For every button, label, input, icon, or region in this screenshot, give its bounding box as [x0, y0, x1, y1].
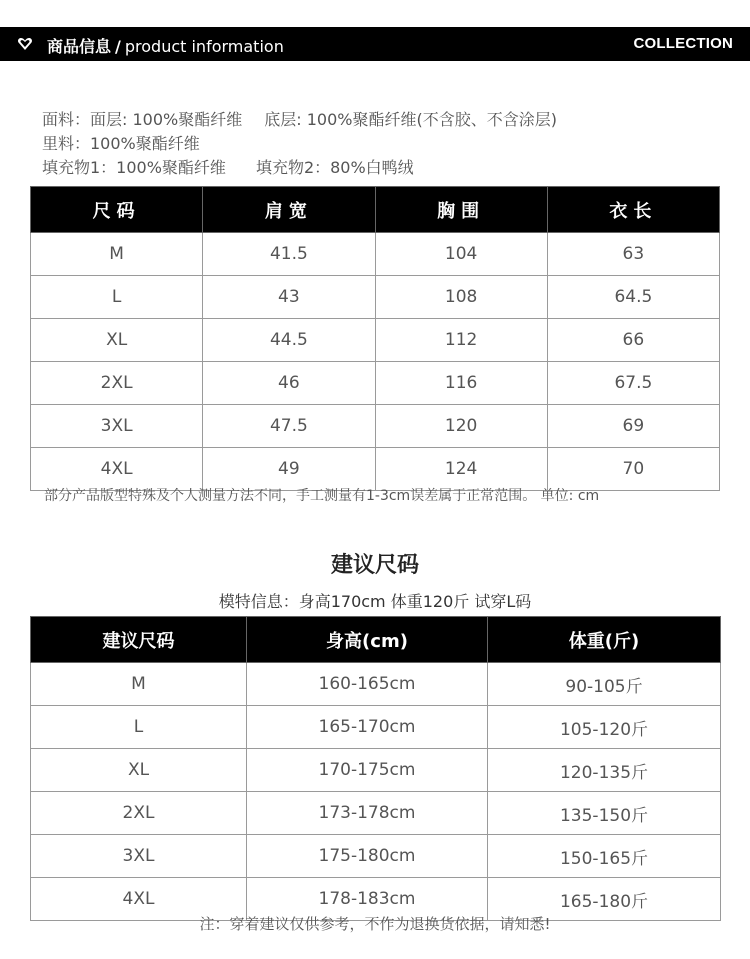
header-title-cn: 商品信息: [47, 37, 112, 56]
table-cell: 112: [375, 319, 547, 362]
table-cell: 43: [203, 276, 375, 319]
table-cell: 173-178cm: [247, 792, 488, 835]
filling-2: 填充物2：80%白鸭绒: [255, 158, 414, 177]
measurement-note: 部分产品版型特殊及个人测量方法不同，手工测量有1-3cm误差属于正常范围。 单位: cm: [44, 488, 600, 504]
table-cell: 2XL: [31, 362, 203, 405]
table-row: [31, 233, 720, 276]
size-table: [30, 186, 720, 491]
fabric-outer: 面料：面层: 100%聚酯纤维: [42, 110, 243, 129]
table-cell: 170-175cm: [247, 749, 488, 792]
table-cell: 150-165斤: [488, 835, 721, 878]
table-cell: 4XL: [31, 878, 247, 921]
lining: 里料：100%聚酯纤维: [42, 134, 200, 153]
table-row: [31, 663, 721, 706]
table-cell: 135-150斤: [488, 792, 721, 835]
table-cell: 120-135斤: [488, 749, 721, 792]
table-cell: 69: [547, 405, 719, 448]
table-cell: 64.5: [547, 276, 719, 319]
table-cell: M: [31, 233, 203, 276]
header-cell: 体重(斤): [488, 617, 721, 663]
disclaimer-note: 注：穿着建议仅供参考，不作为退换货依据，请知悉!: [199, 915, 551, 933]
table-cell: 104: [375, 233, 547, 276]
table-cell: 178-183cm: [247, 878, 488, 921]
collection-label: COLLECTION: [633, 35, 733, 52]
heart-icon: [17, 36, 33, 52]
table-row: [31, 706, 721, 749]
table-cell: L: [31, 706, 247, 749]
table-cell: 4XL: [31, 448, 203, 491]
lining-row: [42, 132, 557, 156]
header-cell: 尺码: [31, 187, 203, 233]
recommend-table: [30, 616, 721, 921]
header-cell: 身高(cm): [247, 617, 488, 663]
table-cell: XL: [31, 749, 247, 792]
table-cell: 3XL: [31, 405, 203, 448]
table-row: [31, 405, 720, 448]
header-title: [47, 34, 284, 57]
table-cell: L: [31, 276, 203, 319]
model-info: 模特信息：身高170cm 体重120斤 试穿L码: [218, 592, 532, 611]
table-cell: 165-180斤: [488, 878, 721, 921]
header-cell: 建议尺码: [31, 617, 247, 663]
header-cell: 衣长: [547, 187, 719, 233]
table-row: [31, 319, 720, 362]
table-cell: 2XL: [31, 792, 247, 835]
table-cell: 3XL: [31, 835, 247, 878]
table-cell: 105-120斤: [488, 706, 721, 749]
table-cell: 63: [547, 233, 719, 276]
header-cell: 胸围: [375, 187, 547, 233]
table-cell: 90-105斤: [488, 663, 721, 706]
material-row-1: [42, 108, 557, 132]
header-title-en: product information: [124, 37, 284, 56]
material-info: [42, 108, 557, 180]
table-cell: 175-180cm: [247, 835, 488, 878]
table-cell: 70: [547, 448, 719, 491]
fabric-bottom: 底层: 100%聚酯纤维(不含胶、不含涂层): [264, 110, 557, 129]
table-cell: 66: [547, 319, 719, 362]
table-row: [31, 749, 721, 792]
table-cell: XL: [31, 319, 203, 362]
table-row: [31, 276, 720, 319]
table-cell: 160-165cm: [247, 663, 488, 706]
table-cell: 108: [375, 276, 547, 319]
table-cell: 46: [203, 362, 375, 405]
table-row: [31, 362, 720, 405]
filling-1: 填充物1：100%聚酯纤维: [42, 158, 226, 177]
header-bar: [0, 27, 750, 61]
table-cell: 124: [375, 448, 547, 491]
recommend-table-header: [31, 617, 721, 663]
table-row: [31, 792, 721, 835]
table-row: [31, 835, 721, 878]
table-cell: 49: [203, 448, 375, 491]
table-cell: 165-170cm: [247, 706, 488, 749]
table-cell: 120: [375, 405, 547, 448]
recommend-title: 建议尺码: [330, 553, 419, 578]
header-separator: /: [115, 37, 121, 56]
header-cell: 肩宽: [203, 187, 375, 233]
table-cell: 116: [375, 362, 547, 405]
table-cell: 41.5: [203, 233, 375, 276]
table-cell: 67.5: [547, 362, 719, 405]
table-cell: 47.5: [203, 405, 375, 448]
filling-row: [42, 156, 557, 180]
table-cell: 44.5: [203, 319, 375, 362]
table-cell: M: [31, 663, 247, 706]
size-table-header: [31, 187, 720, 233]
